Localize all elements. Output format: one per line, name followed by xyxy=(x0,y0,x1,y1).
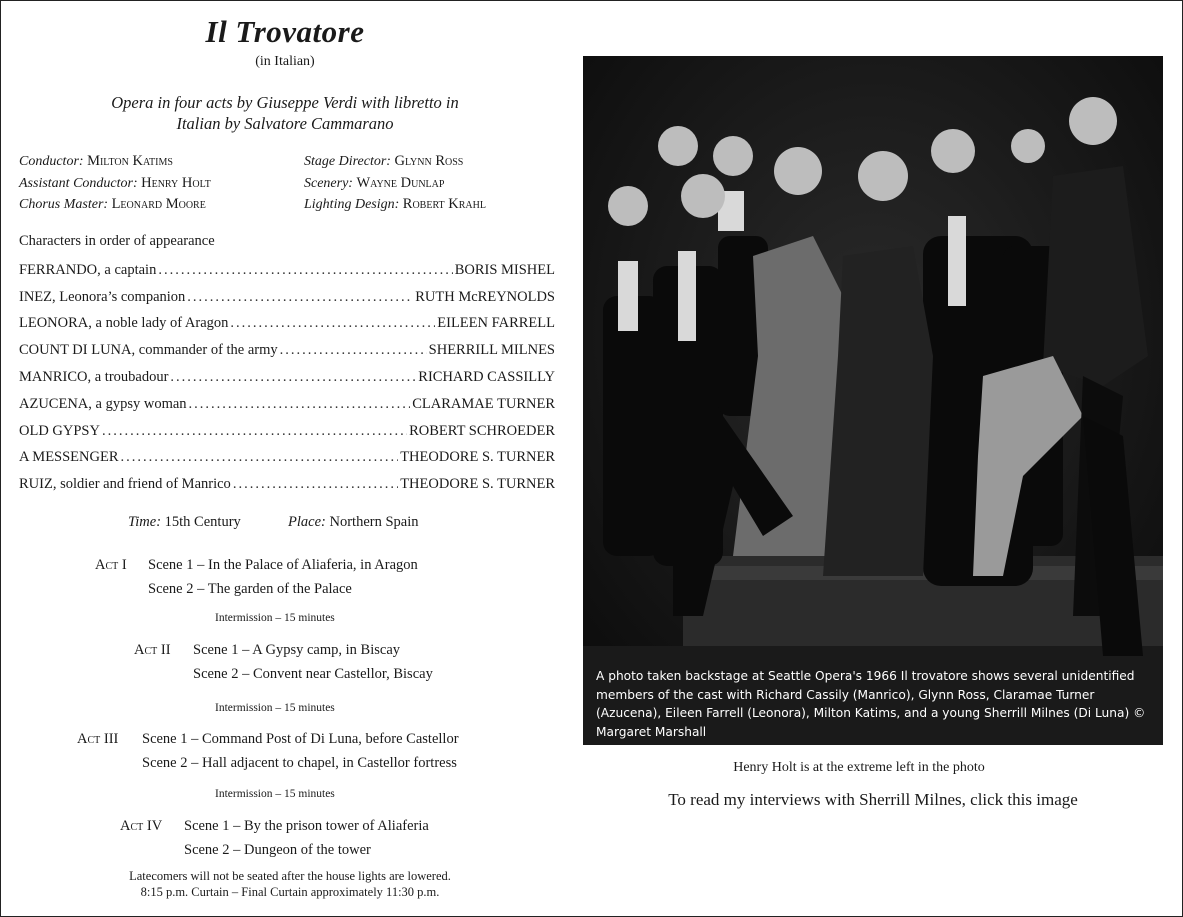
cast-singer: EILEEN FARRELL xyxy=(437,315,555,332)
scene-label: Scene 1 xyxy=(142,731,188,747)
characters-heading: Characters in order of appearance xyxy=(19,233,215,249)
credit-role: Scenery: xyxy=(304,175,353,191)
credits-right xyxy=(304,151,486,216)
photo-caption: A photo taken backstage at Seattle Opera's 1966 Il trovatore shows several unidentified members of the cast with Richard Cassily (Manrico), Glynn Ross, Claramae Turner (Azucena), Eileen Farrell (Leonora), Milton Katims, and a young Sherrill Milnes (Di Luna) © Margaret Marshall xyxy=(596,669,1146,739)
cast-row xyxy=(19,337,555,364)
act-label: Act III xyxy=(77,731,119,747)
scene-label: Scene 2 xyxy=(148,581,194,597)
credit-row xyxy=(304,194,486,216)
place-value: Northern Spain xyxy=(329,514,419,530)
act-scene-1 xyxy=(77,727,459,751)
cast-row xyxy=(19,311,555,338)
dot-leader xyxy=(189,396,411,413)
credit-role: Assistant Conductor: xyxy=(19,175,138,191)
cast-row xyxy=(19,445,555,472)
scene-text: – A Gypsy camp, in Biscay xyxy=(242,642,401,658)
act-block xyxy=(77,727,459,775)
cast-singer: ROBERT SCHROEDER xyxy=(409,422,555,439)
scene-label: Scene 1 xyxy=(184,818,230,834)
credit-name: Milton Katims xyxy=(87,153,173,169)
credit-row xyxy=(304,151,486,173)
place-label: Place: xyxy=(288,514,326,530)
cast-photo-image[interactable] xyxy=(583,56,1163,745)
time-label: Time: xyxy=(128,514,162,530)
opera-title: Il Trovatore xyxy=(205,14,365,49)
cast-row xyxy=(19,284,555,311)
cast-row xyxy=(19,391,555,418)
scene-label: Scene 2 xyxy=(142,755,188,771)
cast-row xyxy=(19,257,555,284)
credit-role: Chorus Master: xyxy=(19,197,109,212)
cast-singer: THEODORE S. TURNER xyxy=(400,476,555,493)
cast-role: FERRANDO, a captain xyxy=(19,261,157,278)
cast-role: AZUCENA, a gypsy woman xyxy=(19,395,187,412)
act-scene-2 xyxy=(95,577,418,601)
cast-singer: SHERRILL MILNES xyxy=(428,342,555,359)
intermission-note: Intermission – 15 minutes xyxy=(215,702,335,714)
cast-singer: RICHARD CASSILLY xyxy=(418,369,555,386)
cast-role: OLD GYPSY xyxy=(19,422,100,439)
dot-leader xyxy=(230,315,435,332)
scene-text: – Convent near Castellor, Biscay xyxy=(242,666,433,682)
scene-text: – By the prison tower of Aliaferia xyxy=(233,818,429,834)
cast-singer: CLARAMAE TURNER xyxy=(412,395,555,412)
act-block xyxy=(120,814,429,862)
act-label: Act IV xyxy=(120,818,163,834)
cast-row xyxy=(19,471,555,498)
scene-label: Scene 1 xyxy=(193,642,239,658)
cast-singer: BORIS MISHEL xyxy=(454,261,555,278)
interview-link[interactable]: To read my interviews with Sherrill Milnes, click this image xyxy=(668,790,1078,809)
credit-row xyxy=(19,173,211,195)
scene-text: – Command Post of Di Luna, before Castellor xyxy=(191,731,459,747)
dot-leader xyxy=(158,262,452,279)
intermission-note: Intermission – 15 minutes xyxy=(215,788,335,800)
credit-role: Stage Director: xyxy=(304,154,391,169)
act-scene-1 xyxy=(134,638,433,662)
act-label: Act II xyxy=(134,642,171,658)
cast-photo[interactable] xyxy=(583,56,1163,745)
cast-singer: RUTH McREYNOLDS xyxy=(415,288,555,305)
dot-leader xyxy=(170,369,416,386)
credit-row xyxy=(304,173,486,195)
cast-role: MANRICO, a troubadour xyxy=(19,369,169,386)
cast-singer: THEODORE S. TURNER xyxy=(400,449,555,466)
cast-list xyxy=(19,257,555,498)
dot-leader xyxy=(233,476,398,493)
act-scene-1 xyxy=(120,814,429,838)
credit-name: Robert Krahl xyxy=(402,196,486,212)
opera-description xyxy=(0,92,570,134)
latecomer-text: Latecomers will not be seated after the house lights are lowered. xyxy=(129,869,451,883)
act-scene-1 xyxy=(95,553,418,577)
scene-label: Scene 1 xyxy=(148,557,194,573)
curtain-times: 8:15 p.m. Curtain – Final Curtain approximately 11:30 p.m. xyxy=(140,885,440,899)
cast-row xyxy=(19,418,555,445)
scene-text: – Dungeon of the tower xyxy=(233,842,371,858)
credit-name: Wayne Dunlap xyxy=(356,174,445,191)
act-scene-2 xyxy=(134,662,433,686)
scene-text: – Hall adjacent to chapel, in Castellor fortress xyxy=(191,755,457,771)
act-block xyxy=(95,553,418,601)
dot-leader xyxy=(280,342,427,359)
description-line-1: Opera in four acts by Giuseppe Verdi with libretto in xyxy=(111,93,459,112)
credits-left xyxy=(19,151,211,216)
language-note: (in Italian) xyxy=(255,54,315,69)
cast-role: COUNT DI LUNA, commander of the army xyxy=(19,342,278,359)
cast-role: RUIZ, soldier and friend of Manrico xyxy=(19,476,231,493)
latecomer-notice xyxy=(50,868,530,900)
credit-name: Glynn Ross xyxy=(394,153,464,169)
act-block xyxy=(134,638,433,686)
cast-role: A MESSENGER xyxy=(19,449,119,466)
scene-text: – The garden of the Palace xyxy=(197,581,352,597)
credit-role: Conductor: xyxy=(19,154,84,169)
cast-role: INEZ, Leonora’s companion xyxy=(19,288,186,305)
dot-leader xyxy=(187,289,413,306)
dot-leader xyxy=(102,423,407,440)
scene-label: Scene 2 xyxy=(193,666,239,682)
time-value: 15th Century xyxy=(164,514,241,530)
scene-text: – In the Palace of Aliaferia, in Aragon xyxy=(197,557,418,573)
time-place xyxy=(128,514,419,531)
credit-name: Henry Holt xyxy=(141,174,211,191)
photo-note: Henry Holt is at the extreme left in the photo xyxy=(733,760,985,775)
cast-row xyxy=(19,364,555,391)
act-label: Act I xyxy=(95,557,127,573)
scene-label: Scene 2 xyxy=(184,842,230,858)
credit-row xyxy=(19,194,211,216)
cast-role: LEONORA, a noble lady of Aragon xyxy=(19,315,229,332)
credit-name: Leonard Moore xyxy=(111,196,206,212)
credit-row xyxy=(19,151,211,173)
description-line-2: Italian by Salvatore Cammarano xyxy=(176,114,394,133)
act-scene-2 xyxy=(77,751,459,775)
credit-role: Lighting Design: xyxy=(304,197,400,212)
intermission-note: Intermission – 15 minutes xyxy=(215,612,335,624)
dot-leader xyxy=(121,449,399,466)
act-scene-2 xyxy=(120,838,429,862)
